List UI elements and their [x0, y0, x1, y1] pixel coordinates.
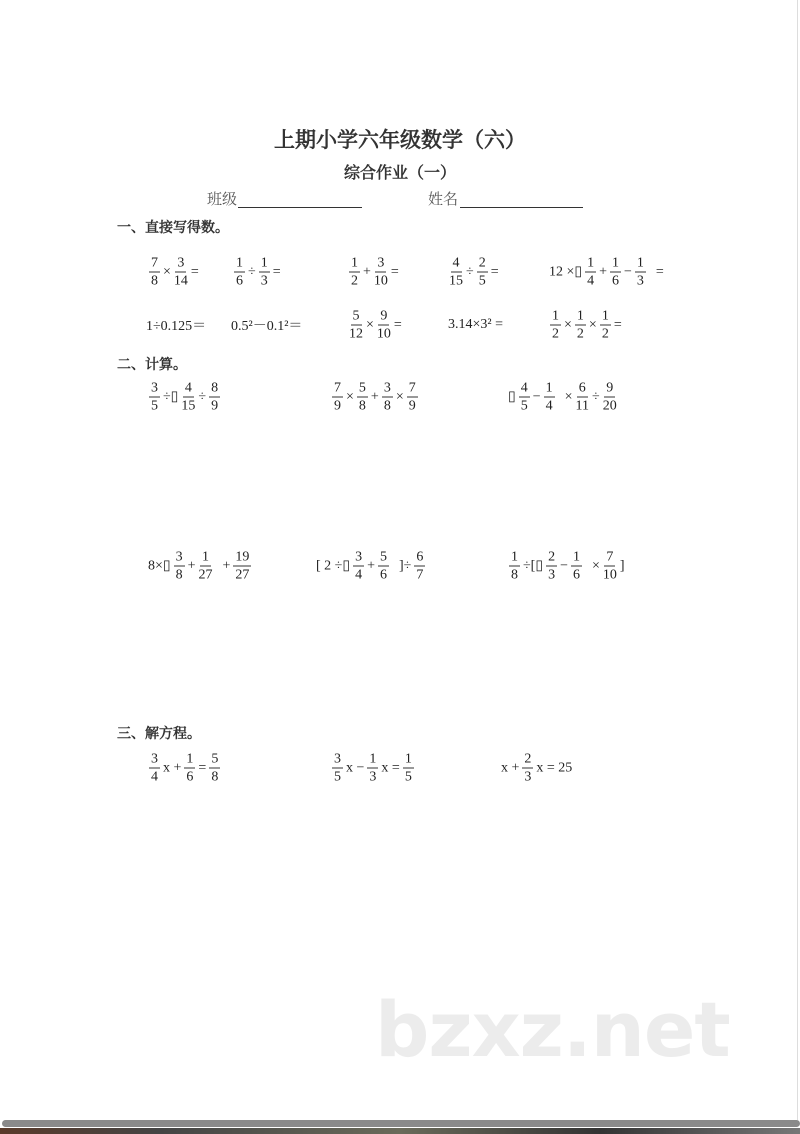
numerator: 9	[606, 380, 614, 396]
numerator: 4	[184, 380, 192, 396]
math-text: =	[198, 760, 207, 775]
denominator: 8	[358, 398, 366, 414]
fraction	[377, 308, 391, 343]
math-problem	[347, 308, 403, 343]
fraction	[149, 255, 160, 290]
fraction	[550, 308, 561, 343]
denominator: 20	[602, 398, 617, 414]
numerator: 2	[478, 255, 486, 271]
denominator: 3	[369, 769, 377, 785]
class-label: 班级	[207, 190, 238, 208]
numerator: 1	[612, 255, 620, 271]
numerator: 1	[369, 751, 377, 767]
section-heading-mental-math: 一、直接写得数。	[117, 220, 229, 236]
numerator: 8	[211, 380, 219, 396]
math-text: −	[532, 389, 541, 404]
numerator: 1	[202, 549, 210, 565]
math-text: ]÷	[391, 558, 412, 573]
math-text: ×	[588, 317, 597, 332]
fraction	[174, 549, 185, 584]
numerator: 5	[352, 308, 360, 324]
denominator: 5	[334, 769, 341, 785]
math-text: ÷[▯	[523, 558, 544, 574]
numerator: 4	[452, 255, 460, 271]
math-text: ×	[584, 558, 600, 573]
math-problem	[330, 380, 420, 415]
numerator: 2	[548, 549, 556, 565]
math-text: +	[215, 558, 231, 573]
fraction	[546, 549, 557, 584]
denominator: 10	[376, 326, 391, 342]
math-problem	[500, 751, 573, 786]
denominator: 6	[236, 273, 243, 289]
denominator: 10	[602, 567, 617, 583]
fraction	[209, 380, 220, 415]
math-problem	[507, 549, 626, 584]
denominator: 27	[235, 567, 250, 583]
fraction	[353, 549, 364, 584]
denominator: 8	[151, 273, 158, 289]
math-text: ÷▯	[163, 389, 179, 405]
math-text: ÷	[466, 264, 474, 279]
denominator: 2	[601, 326, 609, 342]
math-text: =	[272, 264, 281, 279]
math-text: 12 ×▯	[549, 264, 583, 280]
name-blank[interactable]	[460, 189, 583, 208]
denominator: 6	[186, 769, 194, 785]
math-problem	[548, 255, 665, 290]
numerator: 1	[186, 751, 194, 767]
fraction	[603, 549, 617, 584]
fraction	[367, 751, 378, 786]
denominator: 10	[373, 273, 388, 289]
numerator: 1	[545, 380, 553, 396]
fraction	[635, 255, 646, 290]
fraction	[382, 380, 393, 415]
denominator: 14	[173, 273, 188, 289]
numerator: 3	[151, 751, 158, 767]
math-problem	[447, 255, 500, 290]
math-text: +	[187, 558, 196, 573]
math-problem	[147, 380, 222, 415]
denominator: 6	[612, 273, 620, 289]
watermark: bzxz.net	[375, 985, 730, 1074]
math-problem	[147, 549, 253, 584]
numerator: 4	[520, 380, 528, 396]
numerator: 3	[377, 255, 385, 271]
math-text: ×	[557, 389, 573, 404]
numerator: 3	[383, 380, 391, 396]
numerator: 7	[408, 380, 416, 396]
horizontal-scrollbar[interactable]	[2, 1120, 800, 1127]
numerator: 5	[379, 549, 387, 565]
denominator: 27	[198, 567, 213, 583]
page-subtitle: 综合作业（一）	[343, 163, 456, 182]
math-text: x =	[381, 760, 400, 775]
fraction	[209, 751, 220, 786]
math-text: ×	[163, 264, 171, 279]
numerator: 1	[236, 255, 243, 271]
numerator: 7	[151, 255, 158, 271]
math-text: =	[190, 264, 199, 279]
math-text: ▯	[508, 389, 516, 405]
fraction	[477, 255, 488, 290]
denominator: 9	[211, 398, 219, 414]
numerator: 1	[601, 308, 609, 324]
fraction	[600, 308, 611, 343]
math-text: +	[363, 264, 371, 279]
numerator: 6	[578, 380, 586, 396]
denominator: 5	[520, 398, 528, 414]
fraction	[374, 255, 388, 290]
denominator: 4	[355, 567, 363, 583]
denominator: 15	[181, 398, 196, 414]
fraction	[575, 308, 586, 343]
math-problem	[548, 308, 623, 343]
denominator: 8	[211, 769, 219, 785]
math-problem	[315, 549, 427, 584]
math-text: 3.14×3² =	[448, 317, 503, 332]
fraction	[234, 255, 245, 290]
section-heading-calculate: 二、计算。	[117, 357, 187, 373]
class-blank[interactable]	[238, 189, 362, 208]
math-text: ÷	[198, 389, 207, 404]
denominator: 2	[351, 273, 358, 289]
denominator: 3	[524, 769, 532, 785]
denominator: 8	[383, 398, 391, 414]
math-problem	[147, 751, 222, 786]
math-text: −	[560, 558, 568, 573]
name-label: 姓名	[428, 190, 459, 208]
fraction	[509, 549, 520, 584]
denominator: 5	[151, 398, 158, 414]
math-problem	[330, 751, 416, 786]
denominator: 15	[449, 273, 463, 289]
fraction	[603, 380, 617, 415]
numerator: 1	[587, 255, 595, 271]
numerator: 1	[404, 751, 412, 767]
fraction	[332, 751, 343, 786]
fraction	[149, 751, 160, 786]
math-text: x +	[163, 760, 182, 775]
math-text: 0.5²－0.1²＝	[231, 319, 303, 334]
fraction	[414, 549, 425, 584]
fraction	[199, 549, 213, 584]
fraction	[378, 549, 389, 584]
numerator: 3	[355, 549, 363, 565]
math-text: ÷	[592, 389, 600, 404]
denominator: 11	[575, 398, 590, 414]
numerator: 1	[572, 549, 580, 565]
math-text: 1÷0.125＝	[146, 319, 207, 334]
math-text: [ 2 ÷▯	[316, 558, 351, 574]
math-problem	[232, 255, 282, 290]
fraction	[522, 751, 533, 786]
denominator: 8	[175, 567, 183, 583]
denominator: 4	[587, 273, 595, 289]
math-text: +	[599, 264, 608, 279]
math-problem	[230, 315, 303, 335]
math-text: ×	[366, 317, 374, 332]
numerator: 3	[151, 380, 158, 396]
fraction	[332, 380, 343, 415]
denominator: 4	[545, 398, 553, 414]
denominator: 2	[576, 326, 584, 342]
numerator: 1	[511, 549, 518, 565]
math-text: =	[613, 317, 622, 332]
fraction	[174, 255, 188, 290]
math-problem	[145, 315, 207, 335]
numerator: 3	[177, 255, 185, 271]
denominator: 8	[511, 567, 518, 583]
fraction	[181, 380, 195, 415]
fraction	[149, 380, 160, 415]
math-text: +	[370, 389, 379, 404]
numerator: 5	[358, 380, 366, 396]
numerator: 2	[524, 751, 532, 767]
numerator: 7	[606, 549, 614, 565]
math-text: +	[367, 558, 375, 573]
denominator: 7	[416, 567, 424, 583]
denominator: 6	[379, 567, 387, 583]
fraction	[449, 255, 463, 290]
math-text: −	[624, 264, 632, 279]
fraction	[233, 549, 251, 584]
numerator: 7	[334, 380, 341, 396]
denominator: 2	[552, 326, 559, 342]
denominator: 5	[478, 273, 486, 289]
fraction	[403, 751, 414, 786]
math-text: =	[490, 264, 499, 279]
math-problem	[507, 380, 619, 415]
denominator: 12	[349, 326, 363, 342]
numerator: 3	[175, 549, 183, 565]
math-problem	[347, 255, 400, 290]
page-border	[797, 0, 798, 1120]
math-text: =	[393, 317, 402, 332]
numerator: 1	[636, 255, 644, 271]
fraction	[357, 380, 368, 415]
math-text: ÷	[248, 264, 256, 279]
math-text: =	[648, 264, 664, 279]
math-text: ×	[395, 389, 404, 404]
denominator: 3	[636, 273, 644, 289]
section-heading-equations: 三、解方程。	[117, 726, 201, 742]
fraction	[585, 255, 596, 290]
fraction	[349, 308, 363, 343]
denominator: 3	[548, 567, 556, 583]
denominator: 6	[572, 567, 580, 583]
fraction	[519, 380, 530, 415]
numerator: 9	[380, 308, 388, 324]
numerator: 5	[211, 751, 219, 767]
fraction	[610, 255, 621, 290]
page-title: 上期小学六年级数学（六）	[274, 128, 526, 152]
numerator: 3	[334, 751, 341, 767]
fraction	[184, 751, 195, 786]
math-text: ×	[346, 389, 354, 404]
numerator: 1	[576, 308, 584, 324]
denominator: 9	[408, 398, 416, 414]
denominator: 9	[334, 398, 341, 414]
denominator: 4	[151, 769, 158, 785]
numerator: 6	[416, 549, 424, 565]
fraction	[407, 380, 418, 415]
fraction	[544, 380, 555, 415]
math-text: 8×▯	[148, 558, 171, 574]
math-text: x = 25	[536, 760, 573, 775]
fraction	[576, 380, 589, 415]
math-problem	[447, 317, 504, 333]
math-text: ×	[564, 317, 572, 332]
math-problem	[147, 255, 200, 290]
math-text: =	[390, 264, 399, 279]
numerator: 1	[351, 255, 358, 271]
fraction	[259, 255, 270, 290]
math-text: x +	[501, 760, 520, 775]
desktop-background-strip	[0, 1128, 800, 1134]
numerator: 1	[552, 308, 559, 324]
numerator: 1	[260, 255, 268, 271]
fraction	[349, 255, 360, 290]
math-text: x −	[346, 760, 365, 775]
fraction	[571, 549, 582, 584]
numerator: 19	[235, 549, 250, 565]
denominator: 3	[260, 273, 268, 289]
math-text: ]	[619, 558, 625, 573]
denominator: 5	[404, 769, 412, 785]
